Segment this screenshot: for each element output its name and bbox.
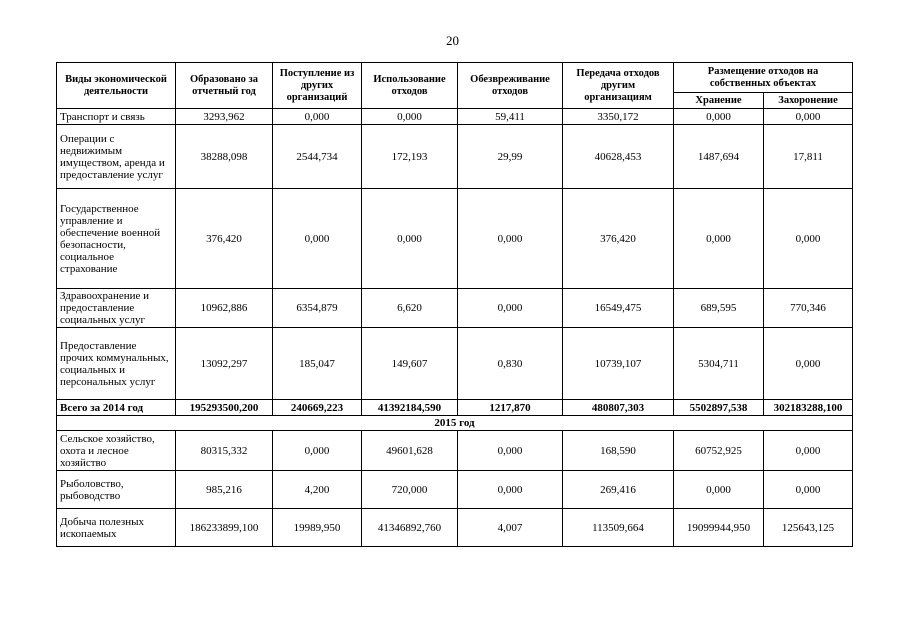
activity-name: Предоставление прочих коммунальных, социальных и персональных услуг [57, 328, 176, 400]
value-burial: 0,000 [764, 471, 853, 509]
table-row [57, 109, 853, 125]
header-generated: Образовано за отчетный год [176, 63, 273, 109]
value-storage: 0,000 [674, 471, 764, 509]
value-storage: 0,000 [674, 109, 764, 125]
value-received: 4,200 [273, 471, 362, 509]
header-used: Использование отходов [362, 63, 458, 109]
value-storage: 0,000 [674, 189, 764, 289]
table-row [57, 471, 853, 509]
value-generated: 10962,886 [176, 289, 273, 328]
activity-name: Государственное управление и обеспечение военной безопасности, социальное страхование [57, 189, 176, 289]
total-neutralized: 1217,870 [458, 400, 563, 416]
value-neutralized: 0,000 [458, 431, 563, 471]
value-transferred: 16549,475 [563, 289, 674, 328]
value-transferred: 269,416 [563, 471, 674, 509]
value-received: 185,047 [273, 328, 362, 400]
value-storage: 5304,711 [674, 328, 764, 400]
value-received: 0,000 [273, 109, 362, 125]
value-generated: 985,216 [176, 471, 273, 509]
value-used: 720,000 [362, 471, 458, 509]
value-storage: 60752,925 [674, 431, 764, 471]
value-neutralized: 0,000 [458, 189, 563, 289]
value-used: 172,193 [362, 125, 458, 189]
value-storage: 689,595 [674, 289, 764, 328]
value-received: 6354,879 [273, 289, 362, 328]
header-transferred: Передача отходов другим организациям [563, 63, 674, 109]
value-received: 0,000 [273, 431, 362, 471]
value-transferred: 113509,664 [563, 509, 674, 547]
value-used: 149,607 [362, 328, 458, 400]
year-section-row [57, 416, 853, 431]
waste-table [56, 62, 853, 547]
activity-name: Операции с недвижимым имуществом, аренда и предоставление услуг [57, 125, 176, 189]
value-neutralized: 0,830 [458, 328, 563, 400]
value-used: 0,000 [362, 189, 458, 289]
activity-name: Транспорт и связь [57, 109, 176, 125]
year-label: 2015 год [57, 416, 853, 431]
page-number: 20 [446, 33, 459, 48]
value-used: 41346892,760 [362, 509, 458, 547]
total-label: Всего за 2014 год [57, 400, 176, 416]
activity-name: Сельское хозяйство, охота и лесное хозяйство [57, 431, 176, 471]
total-used: 41392184,590 [362, 400, 458, 416]
table-row [57, 289, 853, 328]
activity-name: Добыча полезных ископаемых [57, 509, 176, 547]
value-received: 0,000 [273, 189, 362, 289]
value-burial: 0,000 [764, 109, 853, 125]
value-received: 2544,734 [273, 125, 362, 189]
header-storage: Хранение [674, 93, 764, 109]
table-row [57, 189, 853, 289]
value-transferred: 3350,172 [563, 109, 674, 125]
value-storage: 19099944,950 [674, 509, 764, 547]
value-burial: 0,000 [764, 189, 853, 289]
value-burial: 125643,125 [764, 509, 853, 547]
value-generated: 13092,297 [176, 328, 273, 400]
value-neutralized: 0,000 [458, 289, 563, 328]
value-generated: 186233899,100 [176, 509, 273, 547]
header-received: Поступление из других организаций [273, 63, 362, 109]
table-row [57, 125, 853, 189]
header-activity: Виды экономической деятельности [57, 63, 176, 109]
value-transferred: 168,590 [563, 431, 674, 471]
table-row [57, 431, 853, 471]
value-burial: 770,346 [764, 289, 853, 328]
value-neutralized: 4,007 [458, 509, 563, 547]
table-row [57, 328, 853, 400]
value-neutralized: 29,99 [458, 125, 563, 189]
activity-name: Здравоохранение и предоставление социальных услуг [57, 289, 176, 328]
total-received: 240669,223 [273, 400, 362, 416]
table-row [57, 509, 853, 547]
total-storage: 5502897,538 [674, 400, 764, 416]
value-received: 19989,950 [273, 509, 362, 547]
value-burial: 0,000 [764, 431, 853, 471]
value-generated: 80315,332 [176, 431, 273, 471]
header-neutralized: Обезвреживание отходов [458, 63, 563, 109]
value-generated: 3293,962 [176, 109, 273, 125]
total-generated: 195293500,200 [176, 400, 273, 416]
activity-name: Рыболовство, рыбоводство [57, 471, 176, 509]
value-used: 0,000 [362, 109, 458, 125]
value-generated: 38288,098 [176, 125, 273, 189]
header-placement: Размещение отходов на собственных объектах [674, 63, 853, 93]
value-transferred: 40628,453 [563, 125, 674, 189]
value-neutralized: 0,000 [458, 471, 563, 509]
value-storage: 1487,694 [674, 125, 764, 189]
value-burial: 17,811 [764, 125, 853, 189]
total-transferred: 480807,303 [563, 400, 674, 416]
value-neutralized: 59,411 [458, 109, 563, 125]
value-transferred: 376,420 [563, 189, 674, 289]
value-transferred: 10739,107 [563, 328, 674, 400]
value-burial: 0,000 [764, 328, 853, 400]
value-used: 49601,628 [362, 431, 458, 471]
header-burial: Захоронение [764, 93, 853, 109]
value-generated: 376,420 [176, 189, 273, 289]
total-row [57, 400, 853, 416]
value-used: 6,620 [362, 289, 458, 328]
total-burial: 302183288,100 [764, 400, 853, 416]
